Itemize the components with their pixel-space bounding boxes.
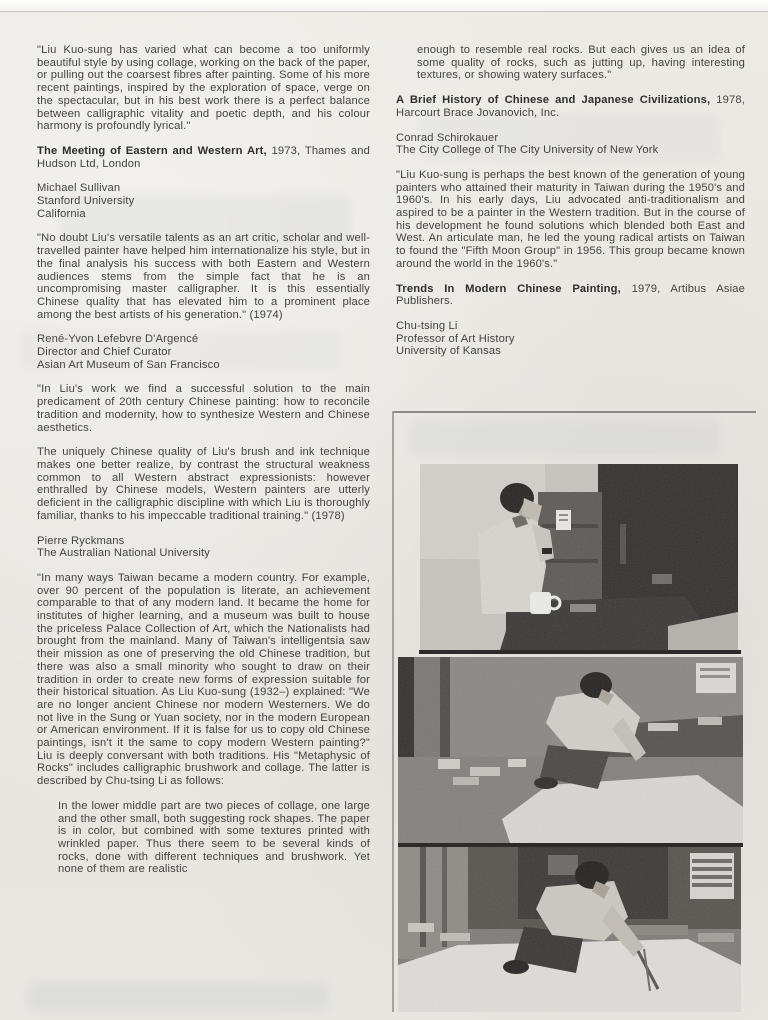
bleedthrough-smudge xyxy=(28,982,328,1012)
attribution-block xyxy=(396,320,745,358)
reference-entry xyxy=(37,145,370,170)
person-name: Michael Sullivan xyxy=(37,182,121,195)
person-name: Pierre Ryckmans xyxy=(37,534,125,547)
right-text-column xyxy=(396,44,745,370)
photo-liu-kuo-sung-crouching-studio xyxy=(398,657,743,843)
reference-details: 1978, Harcourt Brace Jovanovich, Inc. xyxy=(396,94,745,119)
quote-paragraph: The uniquely Chinese quality of Liu's brush and ink technique makes one better realize, by contrast the structural weakness common to all Western abstract expressionists: however enthralled by Chinese models, Western painters are utterly deficient in the calligraphic discipline with which Liu is thoroughly familiar, thanks to his impeccable traditional training." (1978) xyxy=(37,446,370,522)
photo-liu-kuo-sung-thinking-portrait xyxy=(420,464,738,650)
attribution-block xyxy=(37,535,370,560)
person-name: Chu-tsing Li xyxy=(396,319,458,332)
attribution-block xyxy=(37,333,370,371)
attribution-block xyxy=(37,182,370,220)
reference-title: A Brief History of Chinese and Japanese Civilizations, xyxy=(396,94,711,107)
reference-details: 1979, Artibus Asiae Publishers. xyxy=(396,282,746,308)
person-title: Professor of Art History xyxy=(396,332,515,345)
person-affiliation: Asian Art Museum of San Francisco xyxy=(37,358,220,371)
person-affiliation: California xyxy=(37,207,86,220)
quote-paragraph: "Liu Kuo-sung is perhaps the best known of the generation of young painters who attained their maturity in Taiwan during the 1950's and 1960's. In his early days, Liu advocated anti-traditionalism and aspired to be a painter in the Western tradition. But in the course of his development he found solutions which blended both East and West. An articulate man, he led the young radical artists on Taiwan to found the "Fifth Moon Group" in 1956. This group became known around the world in the 1960's." xyxy=(396,168,745,270)
quote-paragraph: "In Liu's work we find a successful solution to the main predicament of 20th century Chinese painting: how to reconcile tradition and modernity, how to synthesize Western and Chinese aesthetics. xyxy=(37,383,370,434)
reference-entry xyxy=(396,283,745,308)
reference-entry xyxy=(396,94,745,119)
scan-edge-strip xyxy=(0,0,768,12)
quote-paragraph: "Liu Kuo-sung has varied what can become a too uniformly beautiful style by using collage, working on the back of the paper, or pulling out the coarsest fibres after painting. Some of his more recent paintings, inspired by the exploration of space, verge on the spectacular, but in his best work there is a perfect balance between calligraphic vitality and poetic depth, and his colour harmony is profoundly lyrical." xyxy=(37,44,370,133)
quote-paragraph: "In many ways Taiwan became a modern country. For example, over 90 percent of the population is literate, an achievement comparable to that of any modern land. It became the home for institutes of higher learning, and a museum was built to house the priceless Palace Collection of Art, which the Nationalists had brought from the mainland. Many of Taiwan's intelligentsia saw their mission as one of preserving the old Chinese tradition, but there was also a small minority who sought to draw on their tradition in order to create new forms of expression suitable for their historical situation. As Liu Kuo-sung (1932–) explained: "We are no longer ancient Chinese nor modern Westerners. We do not live in the Sung or Yuan society, nor in the modern European or American environment. If it is false for us to copy old Chinese paintings, isn't it the same to copy modern Western painting?" Liu is deeply conversant with both traditions. His "Metaphysic of Rocks" includes calligraphic brushwork and collage. The latter is described by Chu-tsing Li as follows: xyxy=(37,571,370,788)
section-divider-rule xyxy=(392,411,756,413)
bleedthrough-smudge xyxy=(410,420,720,455)
person-title: Director and Chief Curator xyxy=(37,346,172,359)
attribution-block xyxy=(396,132,745,157)
person-affiliation: The City College of The City University of New York xyxy=(396,144,659,157)
person-name: René-Yvon Lefebvre D'Argencé xyxy=(37,333,199,346)
reference-details: 1973, Thames and Hudson Ltd, London xyxy=(37,144,370,170)
photo-column-border xyxy=(392,411,394,1012)
indented-excerpt: In the lower middle part are two pieces of collage, one large and the other small, both suggesting rock shapes. The paper is in color, but combined with some textures printed with wrinkled paper. Thus there seem to be several kinds of rocks, done with different techniques and brushwork. Yet none of them are realistic xyxy=(58,799,370,876)
photo-liu-kuo-sung-kneeling-painting xyxy=(398,847,741,1012)
reference-title: The Meeting of Eastern and Western Art, xyxy=(37,144,267,157)
photo-divider-bar xyxy=(419,650,741,654)
quote-paragraph: "No doubt Liu's versatile talents as an art critic, scholar and well-travelled painter have helped him internationalize his style, but in the final analysis his success with both Eastern and Western audiences stems from the simple fact that he is an uncompromising master calligrapher. It is this essentially Chinese quality that has elevated him to a prominent place among the best artists of his generation." (1974) xyxy=(37,232,370,321)
person-name: Conrad Schirokauer xyxy=(396,131,499,144)
person-affiliation: Stanford University xyxy=(37,195,135,208)
reference-title: Trends In Modern Chinese Painting, xyxy=(396,282,621,295)
indented-excerpt-continuation: enough to resemble real rocks. But each gives us an idea of some quality of rocks, such as jutting up, having interesting textures, or showing watery surfaces." xyxy=(417,44,745,82)
left-text-column xyxy=(37,44,370,876)
person-affiliation: The Australian National University xyxy=(37,547,210,560)
person-affiliation: University of Kansas xyxy=(396,345,501,358)
